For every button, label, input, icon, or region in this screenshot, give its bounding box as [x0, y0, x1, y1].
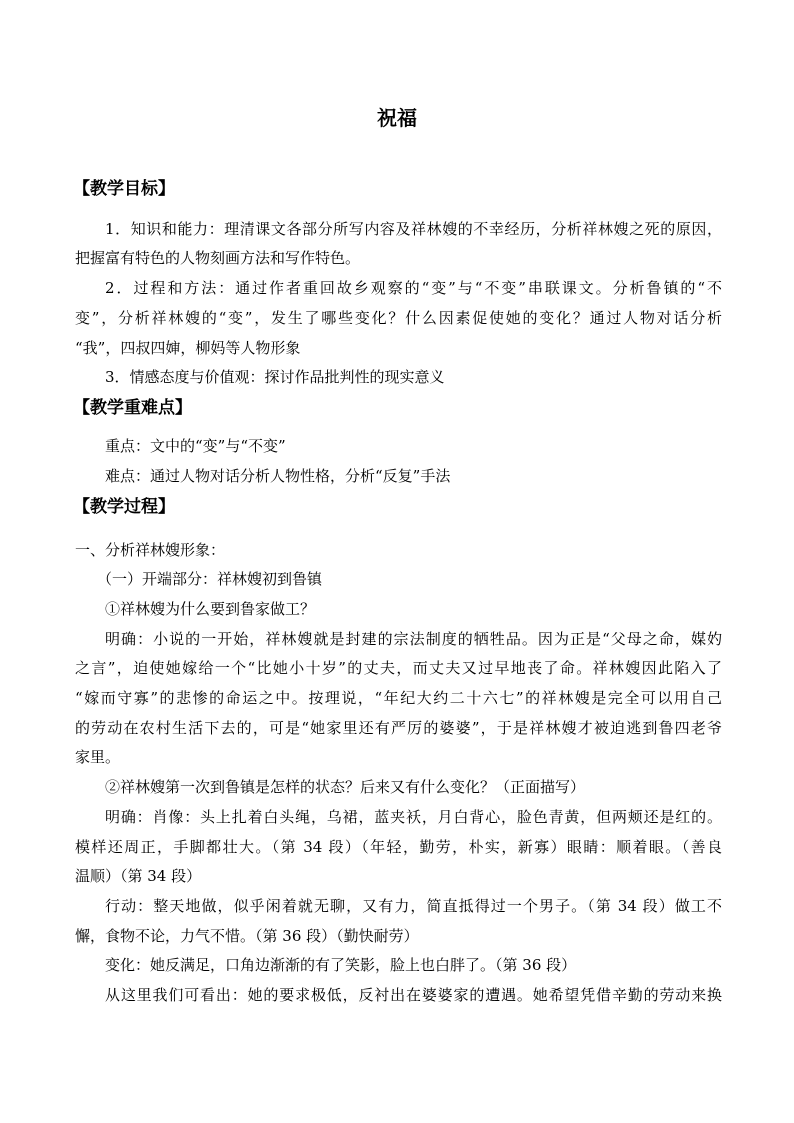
paragraph-line: 明确：肖像：头上扎着白头绳，乌裙，蓝夹袄，月白背心，脸色青黄，但两颊还是红的。: [105, 808, 722, 826]
paragraph-line: 之言”，迫使她嫁给一个“比她小十岁”的丈夫，而丈夫又过早地丧了命。祥林嫂因此陷入了: [75, 659, 722, 677]
paragraph-line: ②祥林嫂第一次到鲁镇是怎样的状态？后来又有什么变化？（正面描写）: [105, 778, 586, 796]
paragraph-line: 2．过程和方法：通过作者重回故乡观察的“变”与“不变”串联课文。分析鲁镇的“不: [105, 279, 722, 297]
paragraph-line: （一）开端部分：祥林嫂初到鲁镇: [97, 570, 323, 588]
paragraph-line: 1．知识和能力：理清课文各部分所写内容及祥林嫂的不幸经历，分析祥林嫂之死的原因，: [105, 220, 722, 238]
paragraph-line: 一、分析祥林嫂形象：: [75, 541, 226, 559]
paragraph-line: 家里。: [75, 748, 121, 766]
paragraph-line: 明确：小说的一开始，祥林嫂就是封建的宗法制度的牺牲品。因为正是“父母之命，媒妁: [105, 630, 722, 648]
paragraph-line: 变”，分析祥林嫂的“变”，发生了哪些变化？什么因素促使她的变化？通过人物对话分析: [75, 309, 722, 327]
paragraph-line: 懈，食物不论，力气不惜。（第 36 段）（勤快耐劳）: [75, 927, 419, 945]
paragraph-line: 温顺）（第 34 段）: [75, 867, 202, 885]
section-heading-objectives: 【教学目标】: [73, 179, 175, 199]
section-heading-key-points: 【教学重难点】: [73, 398, 192, 418]
paragraph-line: 行动：整天地做，似乎闲着就无聊，又有力，简直抵得过一个男子。（第 34 段）做工不: [105, 897, 722, 915]
paragraph-line: 从这里我们可看出：她的要求极低，反衬出在婆婆家的遭遇。她希望凭借辛勤的劳动来换: [105, 986, 722, 1004]
section-heading-process: 【教学过程】: [73, 497, 175, 517]
document-title: 祝福: [377, 106, 417, 130]
paragraph-line: 把握富有特色的人物刻画方法和写作特色。: [75, 249, 361, 267]
paragraph-line: 的劳动在农村生活下去的，可是“她家里还有严厉的婆婆”，于是祥林嫂才被迫逃到鲁四老爷: [75, 719, 722, 737]
paragraph-line: “嫁而守寡”的悲惨的命运之中。按理说，“年纪大约二十六七”的祥林嫂是完全可以用自己: [75, 689, 722, 707]
paragraph-line: 难点：通过人物对话分析人物性格，分析“反复”手法: [105, 467, 451, 485]
paragraph-line: 模样还周正，手脚都壮大。（第 34 段）（年轻，勤劳，朴实，新寡）眼睛：顺着眼。（善良: [75, 838, 722, 856]
paragraph-line: 重点：文中的“变”与“不变”: [105, 437, 286, 455]
paragraph-line: “我”，四叔四婶，柳妈等人物形象: [75, 339, 301, 357]
paragraph-line: ①祥林嫂为什么要到鲁家做工？: [105, 600, 316, 618]
paragraph-line: 3．情感态度与价值观：探讨作品批判性的现实意义: [105, 368, 445, 386]
paragraph-line: 变化：她反满足，口角边渐渐的有了笑影，脸上也白胖了。（第 36 段）: [105, 956, 577, 974]
